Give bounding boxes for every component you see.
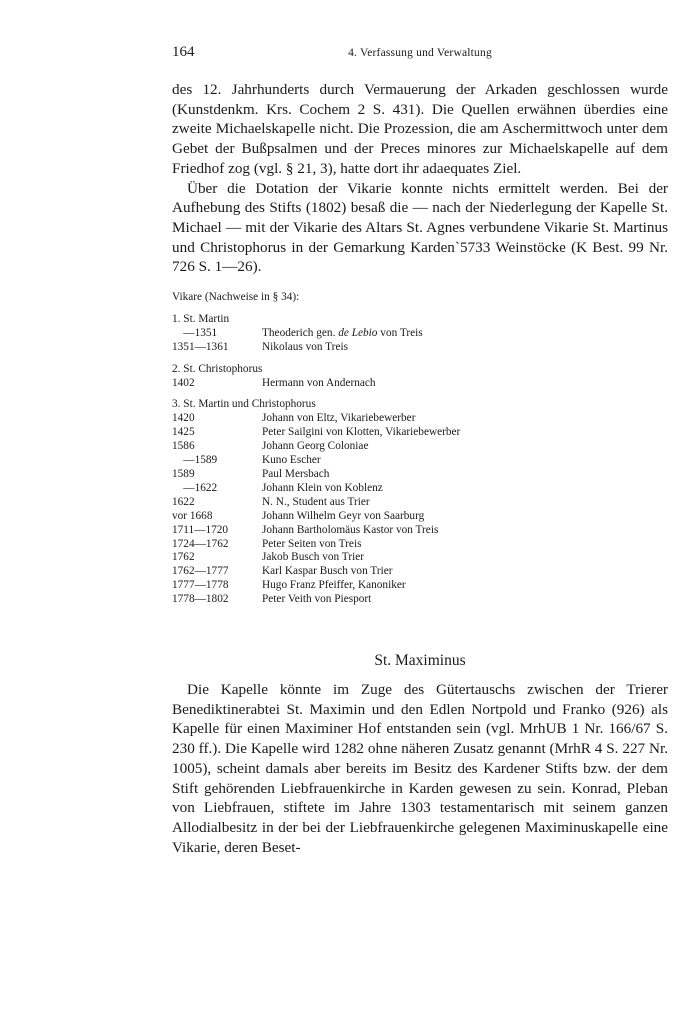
vikare-name-text: Kuno Escher <box>262 454 321 467</box>
vikare-row <box>172 538 668 552</box>
vikare-row <box>172 454 668 468</box>
vikare-name <box>262 510 668 524</box>
vikare-name-text: Karl Kaspar Busch von Trier <box>262 565 393 578</box>
paragraph-1: des 12. Jahrhunderts durch Vermauerung der Arkaden geschlossen wurde (Kunstdenkm. Krs. Cochem 2 S. 431). Die Quellen erwähnen überdies eine zweite Michaelskapelle nicht. Die Prozession, die am Aschermittwoch unter dem Gebet der Bußpsalmen und der Preces minores zur Michaelskapelle auf dem Friedhof zog (vgl. § 21, 3), hatte dort ihr adaequates Ziel. <box>172 81 668 177</box>
vikare-name-suffix: von Treis <box>377 326 423 339</box>
vikare-row <box>172 468 668 482</box>
vikare-name-text: Hermann von Andernach <box>262 376 376 389</box>
vikare-name <box>262 426 668 440</box>
vikare-group-title: 2. St. Christophorus <box>172 362 263 375</box>
vikare-years: vor 1668 <box>172 509 213 522</box>
vikare-name-text: Johann Bartholomäus Kastor von Treis <box>262 523 439 536</box>
paragraph-3: Die Kapelle könnte im Zuge des Gütertauschs zwischen der Trierer Benediktinerabtei St. Maximin und den Edlen Nortpold und Franko (926) als Kapelle für einen Maximiner Hof entstanden sein (vgl. MrhUB 1 Nr. 166/67 S. 230 ff.). Die Kapelle wird 1282 ohne näheren Zusatz genannt (MrhR 4 S. 227 Nr. 1005), scheint damals aber bereits im Besitz des Kardener Stifts bzw. der dem Stift gehörenden Liebfrauenkirche in Karden gewesen zu sein. Konrad, Pleban von Liebfrauen, stiftete im Jahre 1303 testamentarisch mit seinem ganzen Allodialbesitz in der bei der Liebfrauenkirche gelegenen Maximinuskapelle eine Vikarie, deren Beset- <box>172 681 668 856</box>
vikare-name <box>262 524 668 538</box>
vikare-name <box>262 579 668 593</box>
page-header <box>172 44 668 64</box>
vikare-name-text: Peter Seiten von Treis <box>262 537 362 550</box>
vikare-years: 1778—1802 <box>172 593 229 606</box>
vikare-name-text: Johann Georg Coloniae <box>262 440 369 453</box>
vikare-name-text: N. N., Student aus Trier <box>262 495 370 508</box>
vikare-name <box>262 565 668 579</box>
vikare-heading: Vikare (Nachweise in § 34): <box>172 291 300 304</box>
vikare-name-text: Johann von Eltz, Vikariebewerber <box>262 412 416 425</box>
vikare-row <box>172 327 668 341</box>
vikare-name <box>262 440 668 454</box>
vikare-years: 1711—1720 <box>172 523 229 536</box>
vikare-name-text: Hugo Franz Pfeiffer, Kanoniker <box>262 579 406 592</box>
document-page <box>172 44 668 857</box>
vikare-row <box>172 482 668 496</box>
vikare-years: 1724—1762 <box>172 537 229 550</box>
vikare-name <box>262 454 668 468</box>
vikare-name-text: Theoderich gen. <box>262 326 339 339</box>
vikare-name-text: Peter Sailgini von Klotten, Vikariebewerber <box>262 426 461 439</box>
vikare-row <box>172 496 668 510</box>
vikare-name-italic: de Lebio <box>338 326 378 339</box>
vikare-name <box>262 468 668 482</box>
vikare-years: 1586 <box>172 440 195 453</box>
vikare-row <box>172 377 668 391</box>
vikare-row <box>172 593 668 607</box>
vikare-years: 1425 <box>172 426 195 439</box>
vikare-row <box>172 426 668 440</box>
vikare-name-text: Johann Wilhelm Geyr von Saarburg <box>262 509 425 522</box>
vikare-row <box>172 579 668 593</box>
vikare-group-title: 1. St. Martin <box>172 312 230 325</box>
vikare-name <box>262 377 668 391</box>
vikare-row <box>172 524 668 538</box>
vikare-name <box>262 341 668 355</box>
vikare-name-text: Peter Veith von Piesport <box>262 593 372 606</box>
vikare-group-title: 3. St. Martin und Christophorus <box>172 398 316 411</box>
vikare-name-text: Paul Mersbach <box>262 468 330 480</box>
vikare-years: —1589 <box>172 454 218 467</box>
vikare-years: 1420 <box>172 412 195 425</box>
vikare-name <box>262 482 668 496</box>
vikare-name <box>262 496 668 510</box>
vikare-row <box>172 510 668 524</box>
vikare-row <box>172 565 668 579</box>
page-number: 164 <box>172 44 195 60</box>
vikare-name <box>262 412 668 426</box>
vikare-row <box>172 440 668 454</box>
vikare-row <box>172 412 668 426</box>
vikare-years: 1622 <box>172 495 195 508</box>
vikare-row <box>172 341 668 355</box>
vikare-name <box>262 551 668 565</box>
vikare-name-text: Nikolaus von Treis <box>262 340 348 353</box>
vikare-name-text: Jakob Busch von Trier <box>262 551 364 564</box>
vikare-name <box>262 538 668 552</box>
vikare-years: 1402 <box>172 376 195 389</box>
vikare-list <box>172 313 668 607</box>
vikare-name-text: Johann Klein von Koblenz <box>262 481 383 494</box>
vikare-row <box>172 551 668 565</box>
vikare-years: —1351 <box>172 326 218 339</box>
vikare-name <box>262 593 668 607</box>
paragraph-2: Über die Dotation der Vikarie konnte nichts ermittelt werden. Bei der Aufhebung des Stifts (1802) besaß die — nach der Niederlegung der Kapelle St. Michael — mit der Vikarie des Altars St. Agnes verbundene Vikarie St. Martinus und Christophorus in der Gemarkung Karden`5733 Weinstöcke (K Best. 99 Nr. 726 S. 1—26). <box>172 179 668 276</box>
running-title: 4. Verfassung und Verwaltung <box>348 47 492 59</box>
vikare-years: 1589 <box>172 468 195 480</box>
vikare-years: 1351—1361 <box>172 340 229 353</box>
vikare-years: —1622 <box>172 481 218 494</box>
section-title: St. Maximinus <box>374 652 466 670</box>
vikare-years: 1762 <box>172 551 195 564</box>
vikare-years: 1777—1778 <box>172 579 229 592</box>
vikare-years: 1762—1777 <box>172 565 229 578</box>
vikare-name <box>262 327 668 341</box>
